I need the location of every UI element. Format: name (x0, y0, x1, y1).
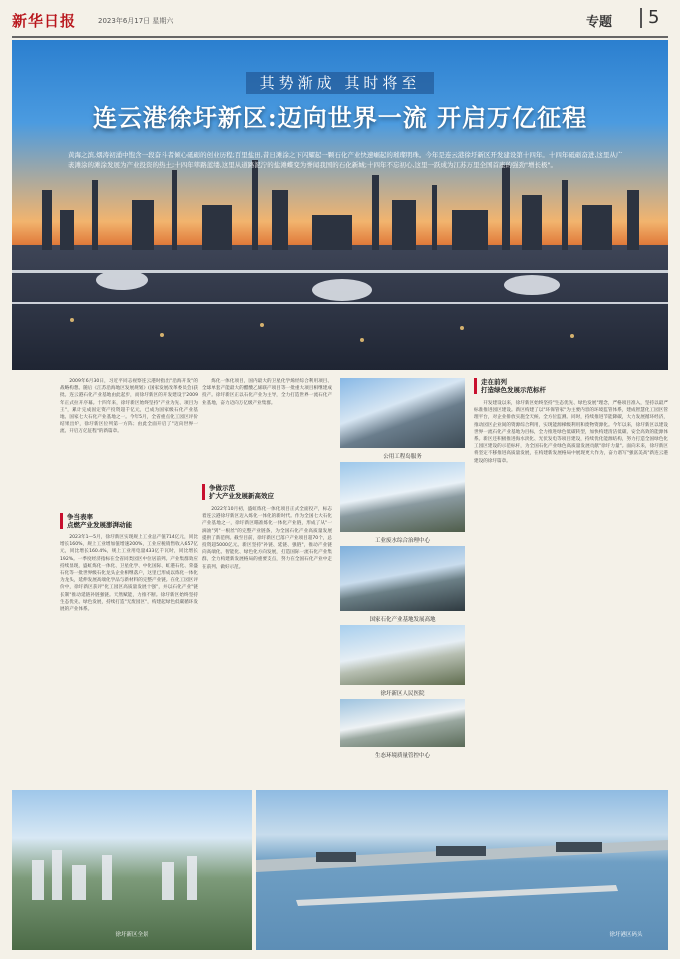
subheading-3: 走在前列 打造绿色发展示范标杆 (474, 378, 671, 394)
section-label: 专题 (586, 15, 613, 30)
article-paragraph: 2022年10月初，盛虹炼化一体化项目正式全面投产，标志着连云港徐圩新区迈入炼化一体化的新时代。作为全国七大石化产业基地之一，徐圩新区瞄准炼化一体化产业链，形成了从"一滴油"到"一根丝"的完整产业链条，为全国石化产业高质量发展提供了新范例。截至目前，徐圩新区已落户产业项目超70个，总投资超5000亿元。新区坚持"补链、延链、强链"，推动产业链向高端化、智能化、绿色化方向发展，打造国际一流石化产业集群，全力构建新发展格局的重要支点，努力在全国石化产业中走在前列、做好示范。 (202, 507, 332, 570)
header-rule (12, 36, 668, 38)
hero-kicker: 其势渐成 其时将至 (12, 72, 668, 93)
photo-caption: 徐圩港区码头 (609, 932, 643, 938)
masthead (0, 0, 680, 40)
article-paragraph: 2023年1—5月，徐圩新区实现规上工业总产值714亿元，同比增长160%，规上工业增加值增速200%，工业应税销售收入657亿元，同比增长160.4%，规上工业用电量433亿千瓦时，同比增长192%。一季度经济指标在全省同类园区中位居前列。产业集群效应持续显现，盛虹炼化一体化、卫星化学、中化国际、虹港石化、荣盛石化等一批世界级石化龙头企业相继落户，这里已形成以炼化一体化为龙头，延伸发展高端化学品与新材料的完整产业链。在化工园区评价中，徐圩新区获评"化工园区高质量发展十强"，并以石化产业"链长制"推动延链补链强链。天然赋能，力推不断。徐圩新区始终坚持生态优先、绿色发展，持续打造"无废园区"，构建起绿色低碳循环发展的产业体系。 (60, 535, 198, 613)
article-paragraph: 开发建设以来，徐圩新区始终坚持"生态优先、绿色发展"理念，严格项目准入，坚持以最严标准推进园区建设。新区构建了以"环保管家"为主要内容的环境监管体系，建成智慧化工园区管理平台，对企业排放实施全天候、全方位监测。同时，持续推进节能降碳，大力发展循环经济，推动园区企业间的资源综合利用，实现能源梯级利用和废物资源化。今年以来，徐圩新区以建设世界一流石化产业基地为目标，全力推进绿色低碳转型，加快构建清洁低碳、安全高效的能源体系。新区还积极推进海水淡化、光伏发电等项目建设，持续优化能源结构，努力打造全国绿色化工园区建设的示范标杆，为全国石化产业绿色高质量发展贡献"徐圩力量"。面向未来，徐圩新区将坚定不移推进高质量发展，在构建新发展格局中展现更大作为，奋力谱写"强富美高"新连云港建设的徐圩篇章。 (474, 401, 668, 464)
hero-headline: 连云港徐圩新区:迈向世界一流 开启万亿征程 (92, 103, 588, 132)
photo-wastewater-center (340, 462, 465, 532)
column-1-top (60, 378, 198, 510)
subheading-1: 争当表率 点燃产业发展澎湃动能 (60, 513, 199, 529)
harbor-pier-illustration (256, 790, 668, 950)
photo-caption: 徐圩新区人民医院 (380, 691, 425, 697)
photo-utility-island (340, 378, 465, 448)
dateline: 2023年6月17日 星期六 (98, 17, 174, 25)
page-number: 5 (640, 8, 659, 28)
photo-harbor-port (256, 790, 668, 950)
city-blocks-illustration (12, 790, 252, 950)
newspaper-logo: 新华日报 (12, 12, 77, 30)
photo-hospital (340, 625, 465, 685)
subheading-2: 争做示范 扩大产业发展新高效应 (202, 484, 333, 500)
column-1-bottom (60, 534, 198, 784)
photo-coastal-city (12, 790, 252, 950)
article-paragraph: 炼化一体化项目，国内最大的卫星化学烯烃综合利用项目、全球单套产能最大的醋酸乙烯联产项目等一批重大项目相继建成投产。徐圩新区正以石化产业为主导，全力打造世界一流石化产业基地，奋力迈向万亿级产业集群。 (202, 379, 332, 406)
photo-caption: 徐圩新区全景 (115, 932, 149, 938)
column-2-bottom (202, 506, 332, 784)
hero-lead-paragraph: 黄海之滨,烟涛初涌中饱含一段奋斗者倾心砥砺的创业历程;百里盐田,昔日滩涂之下闪耀起一颗石化产业快速崛起的璀璨明珠。今年是连云港徐圩新区开发建设第十四年。十四年砥砺奋进,这里从广袤滩涂的滩涂发展为产业投资的热土;十四年筚路蓝缕,这里从道路泥泞的盐滩蝶变为誉闻我国的石化新城;十四年不忘初心,这里一跃成为江苏万里全国首座的强劲"增长极"。 (68, 151, 623, 169)
photo-caption: 公用工程岛服务 (383, 454, 422, 460)
photo-petrochemical-base (340, 546, 465, 611)
photo-caption: 生态环境质量管控中心 (374, 753, 430, 759)
photo-caption: 国家石化产业基地发展高地 (369, 617, 436, 623)
column-2-top (202, 378, 332, 474)
hero-banner (12, 40, 668, 370)
column-3 (474, 400, 668, 784)
article-paragraph: 2009年6月30日，习近平同志视察连云港时指出"沿海开发"的战略构想。随后《江苏沿海地区发展规划》(国家发展改革委员会)获批。连云港石化产业基地由此起步，而徐圩新区的开发建设于2009年正式拉开序幕。十四年来，徐圩新区始终坚持"产业为先、项目为王"，累计完成固定资产投资超千亿元，已成为国家级石化产业基地、国家七大石化产业基地之一。今年5月，全省重点化工园区评价结果出炉，徐圩新区位列第一方阵；由此全面开启了"迈向世界一流、开启万亿征程"的新篇章。 (60, 379, 198, 435)
photo-caption: 工业废水综合治理中心 (374, 538, 430, 544)
photo-eco-control-center (340, 699, 465, 747)
